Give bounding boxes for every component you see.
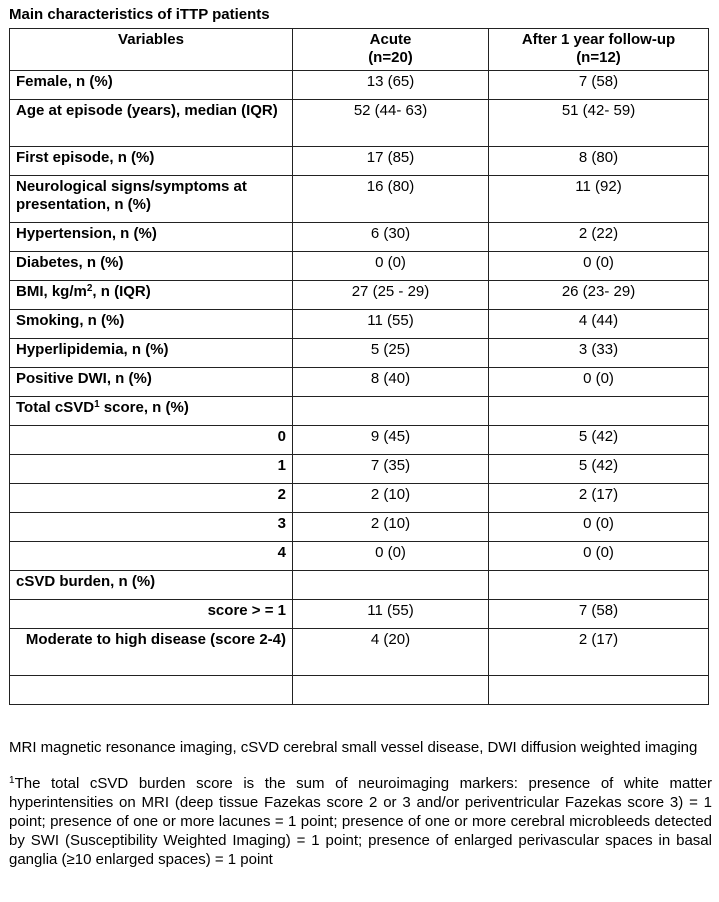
row-label: 1: [10, 455, 293, 484]
row-label-text: score, n (%): [99, 399, 189, 416]
footnote: [9, 774, 712, 869]
row-label: Diabetes, n (%): [10, 252, 293, 281]
followup-value: 8 (80): [489, 147, 709, 176]
table-row: [10, 281, 709, 310]
table-row: [10, 71, 709, 100]
table-row: [10, 455, 709, 484]
row-label: [10, 281, 293, 310]
empty-row: [10, 676, 709, 705]
acute-value: 52 (44- 63): [293, 100, 489, 147]
acute-value: 13 (65): [293, 71, 489, 100]
acute-value: 0 (0): [293, 542, 489, 571]
superscript: 1: [94, 399, 100, 410]
empty-cell: [293, 676, 489, 705]
table-row: [10, 100, 709, 147]
row-label: Moderate to high disease (score 2-4): [10, 629, 293, 676]
row-label: score > = 1: [10, 600, 293, 629]
row-label-text: BMI, kg/m: [16, 283, 87, 300]
acute-value: [293, 571, 489, 600]
superscript: 2: [86, 283, 93, 294]
abbreviations-note: MRI magnetic resonance imaging, cSVD cerebral small vessel disease, DWI diffusion weighted imaging: [9, 739, 698, 756]
row-label: Positive DWI, n (%): [10, 368, 293, 397]
acute-value: 2 (10): [293, 484, 489, 513]
row-label: Hyperlipidemia, n (%): [10, 339, 293, 368]
header-followup: [489, 29, 709, 71]
row-label: 3: [10, 513, 293, 542]
acute-value: [293, 397, 489, 426]
followup-value: 11 (92): [489, 176, 709, 223]
row-label-text: , n (IQR): [92, 283, 151, 300]
followup-value: 5 (42): [489, 455, 709, 484]
header-acute-label: Acute: [369, 31, 412, 48]
followup-value: 51 (42- 59): [489, 100, 709, 147]
row-label: Hypertension, n (%): [10, 223, 293, 252]
acute-value: 16 (80): [293, 176, 489, 223]
table-row: [10, 571, 709, 600]
header-acute: [293, 29, 489, 71]
acute-value: 2 (10): [293, 513, 489, 542]
row-label: 0: [10, 426, 293, 455]
header-variables: Variables: [10, 29, 293, 71]
characteristics-table: [9, 28, 709, 705]
followup-value: 2 (17): [489, 629, 709, 676]
followup-value: 7 (58): [489, 71, 709, 100]
table-row: [10, 513, 709, 542]
footnote-marker: 1: [9, 775, 15, 786]
acute-value: 6 (30): [293, 223, 489, 252]
footnote-text: The total cSVD burden score is the sum of neuroimaging markers: presence of white matter hyperintensities on MRI (deep tissue Fazekas score 2 or 3 and/or periventricular Fazekas score 3) = 1 point; presence of one or more lacunes = 1 point; presence of one or more cerebral microbleeds detected by SWI (Susceptibility Weighted Imaging) = 1 point; presence of enlarged perivascular spaces in basal ganglia (≥10 enlarged spaces) = 1 point: [9, 775, 712, 868]
followup-value: 5 (42): [489, 426, 709, 455]
table-row: [10, 147, 709, 176]
table-title: Main characteristics of iTTP patients: [9, 6, 270, 23]
followup-value: 2 (17): [489, 484, 709, 513]
acute-value: 17 (85): [293, 147, 489, 176]
table-row: [10, 600, 709, 629]
row-label: 2: [10, 484, 293, 513]
table-row: [10, 339, 709, 368]
followup-value: 7 (58): [489, 600, 709, 629]
acute-value: 27 (25 - 29): [293, 281, 489, 310]
table-row: [10, 252, 709, 281]
followup-value: 26 (23- 29): [489, 281, 709, 310]
acute-value: 11 (55): [293, 310, 489, 339]
table-notes: [9, 738, 712, 886]
acute-value: 4 (20): [293, 629, 489, 676]
header-row: [10, 29, 709, 71]
table-row: [10, 629, 709, 676]
row-label: Neurological signs/symptoms at presentation, n (%): [10, 176, 293, 223]
row-label: Female, n (%): [10, 71, 293, 100]
acute-value: 0 (0): [293, 252, 489, 281]
followup-value: 3 (33): [489, 339, 709, 368]
table-row: [10, 426, 709, 455]
row-label: 4: [10, 542, 293, 571]
followup-value: 2 (22): [489, 223, 709, 252]
followup-value: 4 (44): [489, 310, 709, 339]
table-row: [10, 542, 709, 571]
acute-value: 8 (40): [293, 368, 489, 397]
table-row: [10, 368, 709, 397]
row-label: cSVD burden, n (%): [10, 571, 293, 600]
followup-value: 0 (0): [489, 368, 709, 397]
table-row: [10, 397, 709, 426]
row-label: [10, 397, 293, 426]
table-row: [10, 310, 709, 339]
header-acute-n: (n=20): [368, 49, 413, 66]
table-row: [10, 223, 709, 252]
table-row: [10, 176, 709, 223]
header-followup-label: After 1 year follow-up: [521, 31, 676, 48]
followup-value: 0 (0): [489, 513, 709, 542]
acute-value: 9 (45): [293, 426, 489, 455]
followup-value: [489, 397, 709, 426]
row-label: Smoking, n (%): [10, 310, 293, 339]
row-label: First episode, n (%): [10, 147, 293, 176]
row-label-text: Total cSVD: [16, 399, 95, 416]
followup-value: 0 (0): [489, 542, 709, 571]
followup-value: [489, 571, 709, 600]
header-followup-n: (n=12): [576, 49, 621, 66]
empty-cell: [10, 676, 293, 705]
acute-value: 7 (35): [293, 455, 489, 484]
empty-cell: [489, 676, 709, 705]
table-row: [10, 484, 709, 513]
row-label: Age at episode (years), median (IQR): [10, 100, 293, 147]
acute-value: 11 (55): [293, 600, 489, 629]
followup-value: 0 (0): [489, 252, 709, 281]
acute-value: 5 (25): [293, 339, 489, 368]
